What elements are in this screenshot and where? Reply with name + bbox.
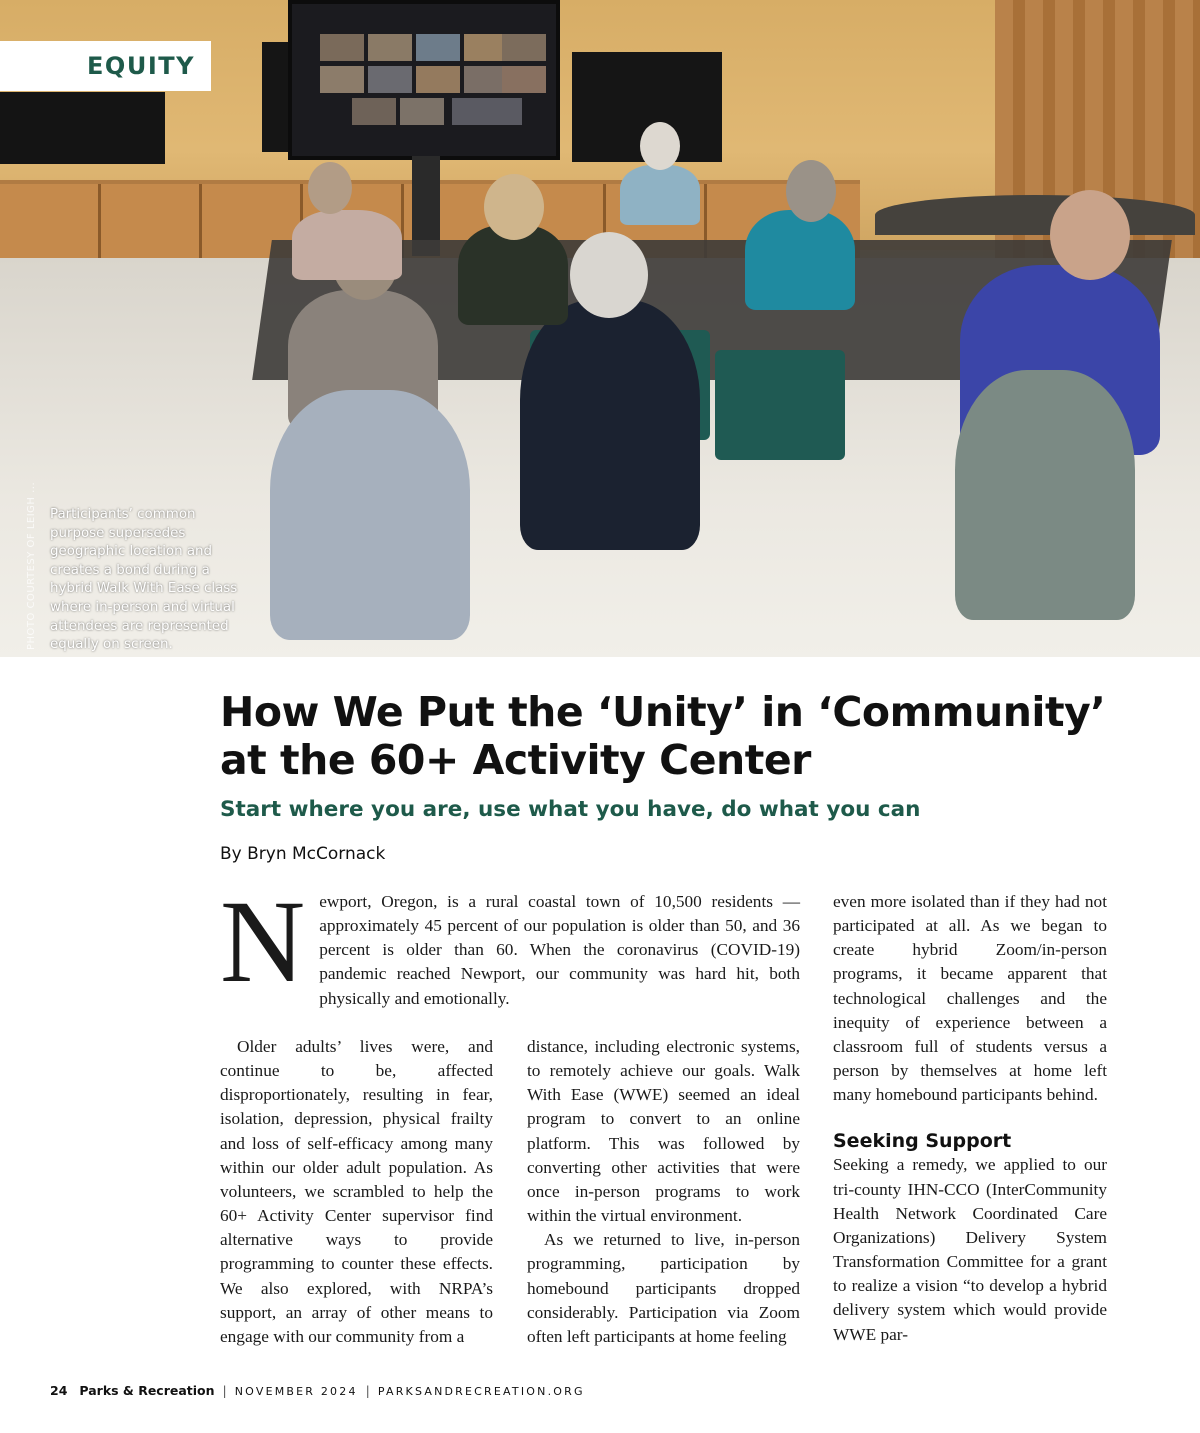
body-paragraph: Seeking a remedy, we applied to our tri-county IHN-CCO (InterCommunity Health Network Coordinated Care Organizations) Delivery System Transformation Committee for a grant to realize a vision “to develop a hybrid delivery system which would provide WWE par-: [833, 1155, 1107, 1344]
section-spacer: [833, 1107, 1107, 1129]
section-tag-label: EQUITY: [87, 52, 195, 80]
footer-separator: |: [365, 1383, 370, 1398]
body-column-3: [833, 890, 1107, 1347]
photo-caption: Participants’ common purpose supersedes geographic location and creates a bond during a hybrid Walk With Ease class where in-person and virtual attendees are represented equally on screen.: [50, 507, 238, 653]
lead-text: ewport, Oregon, is a rural coastal town of 10,500 residents — approximately 45 percent of our population is older than 50, and 36 percent is older than 60. When the coronavirus (COVID-19) pandemic reached Newport, our community was hard hit, both physically and emotionally.: [319, 892, 800, 1008]
photo-instructor: [620, 165, 700, 225]
photo-chair: [715, 350, 845, 460]
magazine-name: Parks & Recreation: [79, 1383, 215, 1398]
article-title: How We Put the ‘Unity’ in ‘Community’ at the 60+ Activity Center: [220, 688, 1106, 784]
issue-date: NOVEMBER 2024: [234, 1385, 358, 1398]
body-paragraph: even more isolated than if they had not participated at all. As we began to create hybrid Zoom/in-person programs, it became apparent that technological challenges and the inequity of experience between a classroom full of students versus a person by themselves at home left many homebound participants behind.: [833, 892, 1107, 1105]
photo-head: [640, 122, 680, 170]
section-heading: Seeking Support: [833, 1130, 1012, 1153]
body-paragraph: distance, including electronic systems, to remotely achieve our goals. Walk With Ease (WWE) seemed an ideal program to convert to an online platform. This was followed by converting other activities that were once in-person programs to work within the virtual environment.: [527, 1037, 800, 1226]
photo-tv-left: [0, 92, 165, 164]
body-paragraph: Older adults’ lives were, and continue to be, affected disproportionately, resulting in fear, isolation, depression, physical frailty and loss of self-efficacy among many within our older adult population. As volunteers, we scrambled to help the 60+ Activity Center supervisor find alternative ways to provide programming to counter these effects. We also explored, with NRPA’s support, an array of other means to engage with our community from a: [220, 1037, 493, 1346]
page-number: 24: [50, 1383, 68, 1398]
section-tag: [0, 41, 211, 91]
drop-cap: N: [220, 876, 306, 1007]
photo-tv-small: [262, 42, 290, 152]
body-column-2: [527, 1035, 800, 1349]
footer-separator: |: [222, 1383, 227, 1398]
photo-person: [520, 300, 700, 550]
photo-head: [308, 162, 352, 214]
article-byline: By Bryn McCornack: [220, 844, 386, 864]
photo-person: [745, 210, 855, 310]
photo-head: [484, 174, 544, 240]
photo-head: [1050, 190, 1130, 280]
photo-jacket: [270, 390, 470, 640]
photo-round-table: [875, 195, 1195, 235]
photo-jacket: [955, 370, 1135, 620]
photo-person: [458, 225, 568, 325]
page-footer: [50, 1383, 585, 1398]
photo-head: [786, 160, 836, 222]
body-column-1: [220, 1035, 493, 1349]
website: PARKSANDRECREATION.ORG: [377, 1385, 585, 1398]
photo-head: [570, 232, 648, 318]
photo-credit: PHOTO COURTESY OF LEIGH ...: [26, 481, 37, 650]
body-paragraph: As we returned to live, in-person programming, participation by homebound participants dropped considerably. Participation via Zoom often left participants at home feeling: [527, 1230, 800, 1346]
lead-paragraph: [220, 876, 800, 1011]
photo-zoom-screen: [288, 0, 560, 160]
photo-person: [292, 210, 402, 280]
hero-photo: [0, 0, 1200, 657]
article-subtitle: Start where you are, use what you have, do what you can: [220, 797, 921, 822]
